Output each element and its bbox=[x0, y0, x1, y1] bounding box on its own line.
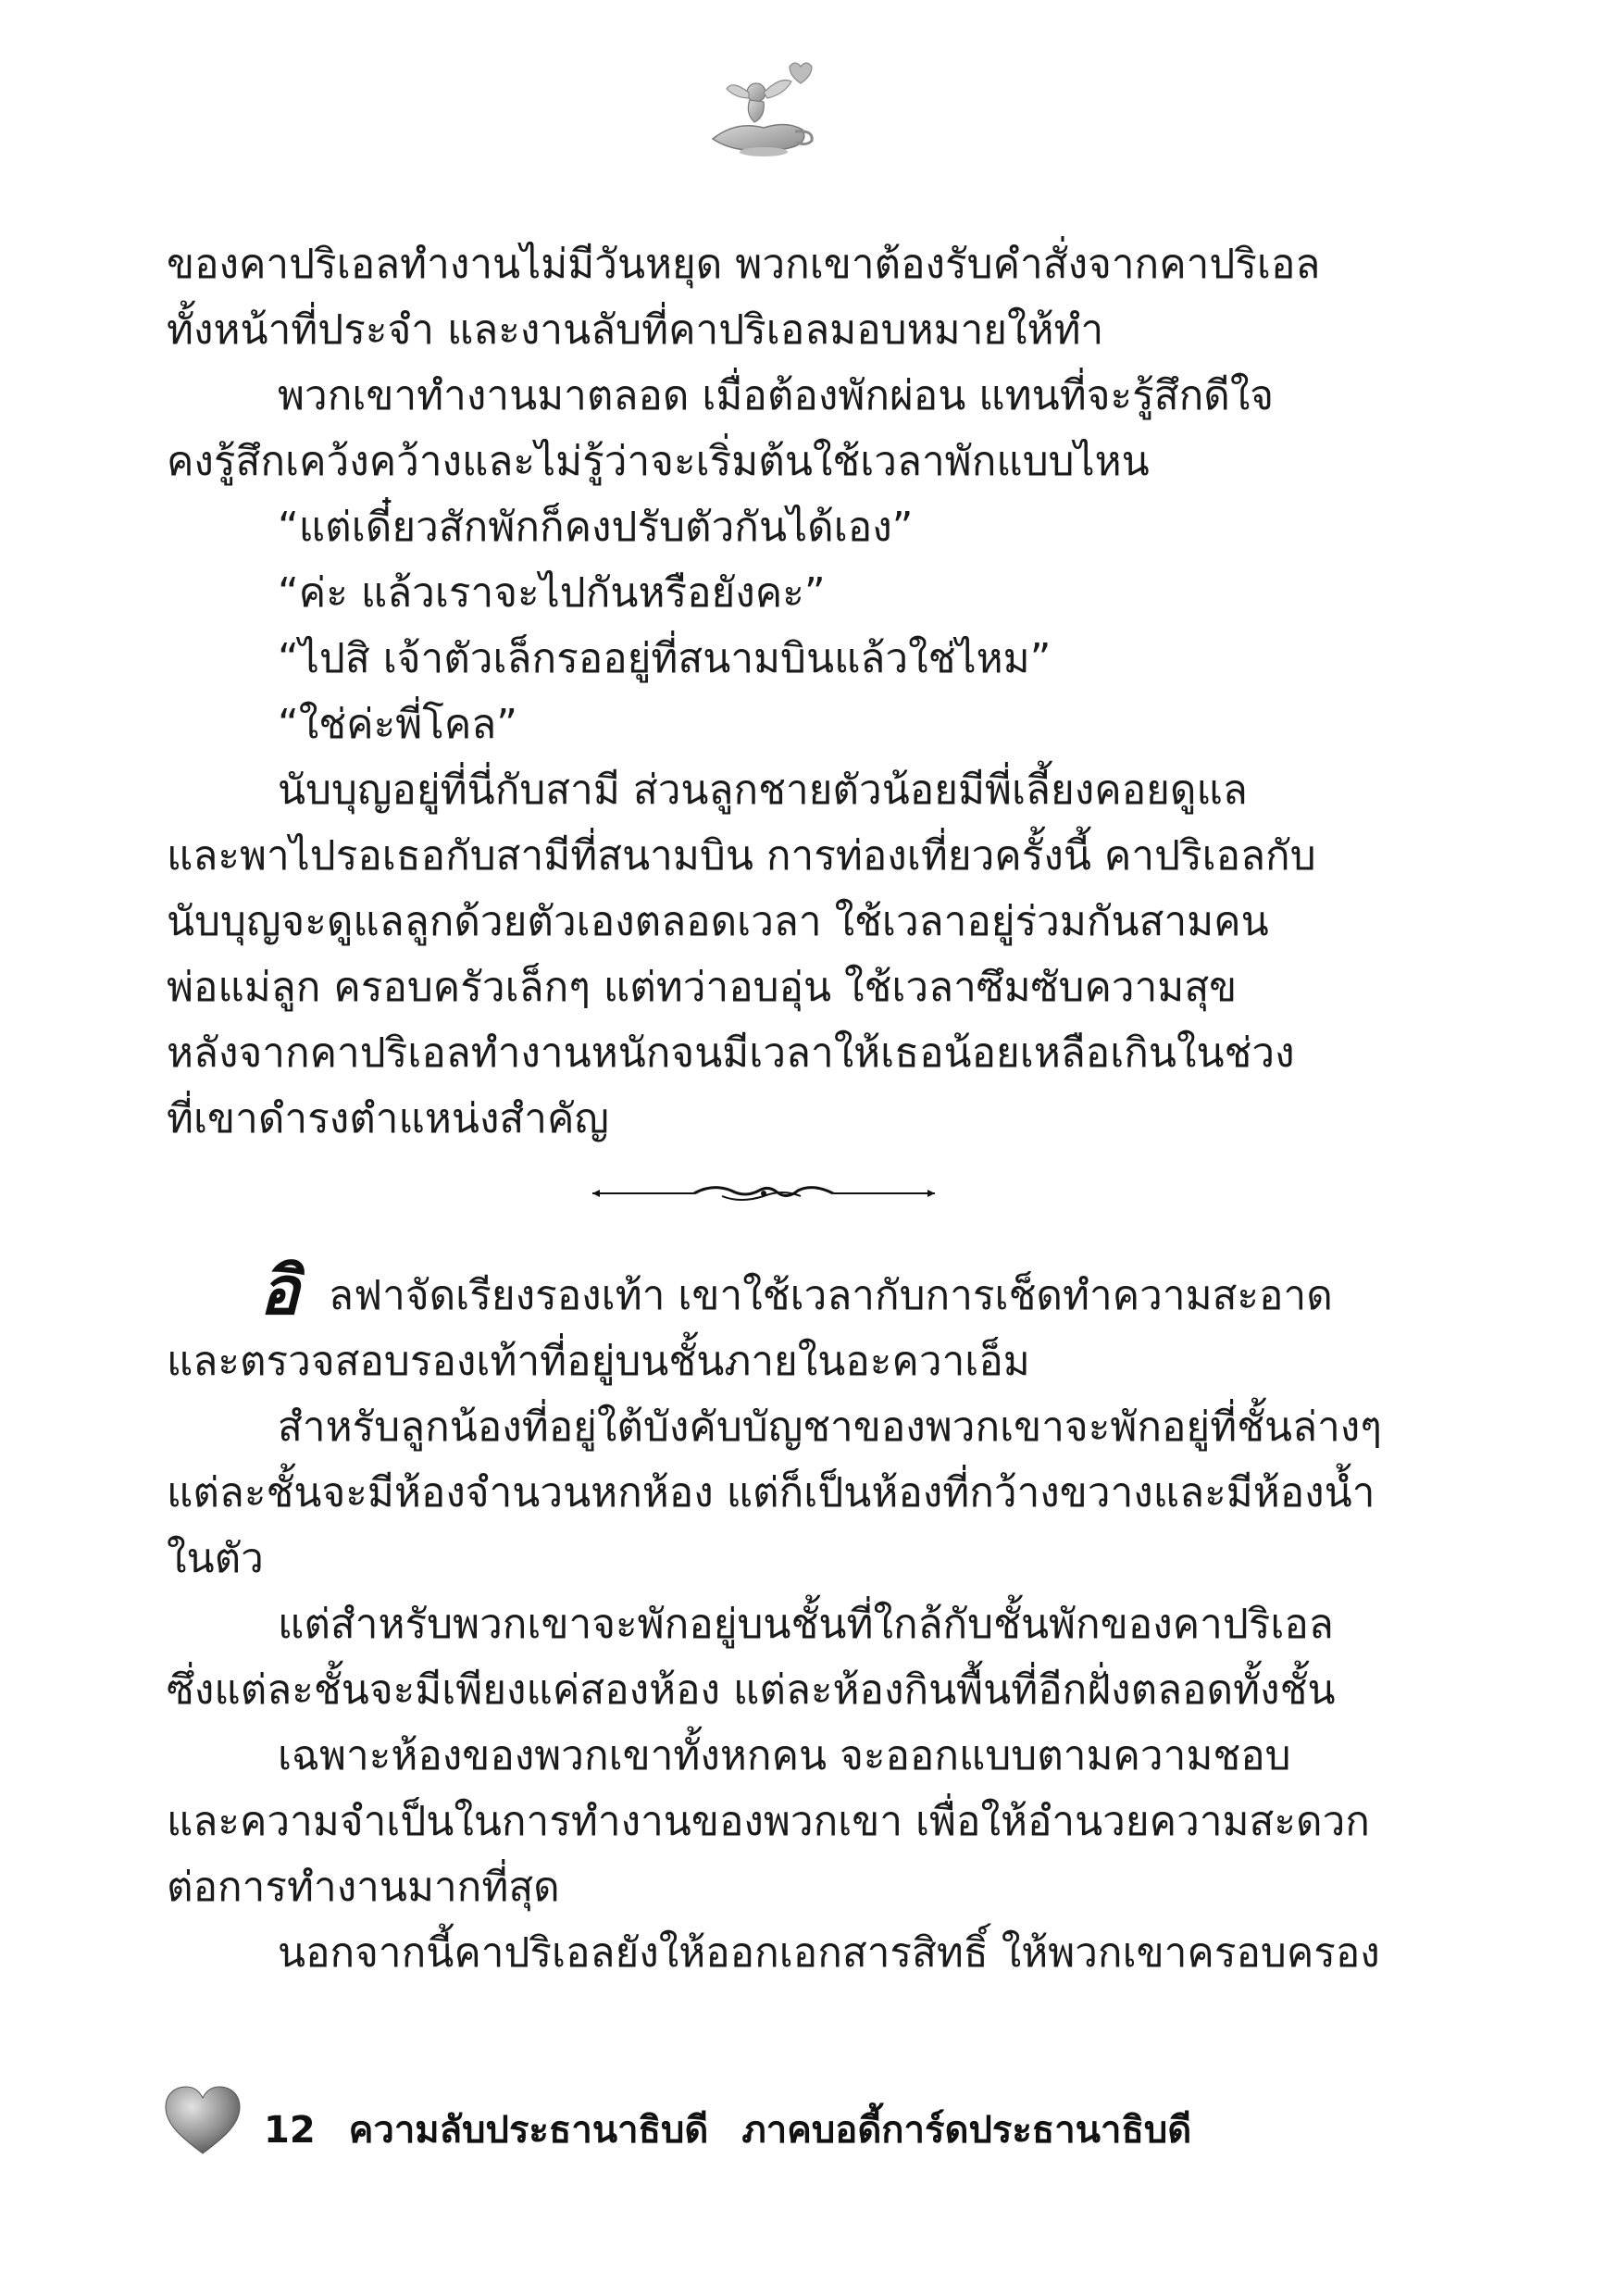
book-subtitle: ภาคบอดี้การ์ดประธานาธิบดี bbox=[741, 2109, 1192, 2152]
text-line: ซึ่งแต่ละชั้นจะมีเพียงแค่สองห้อง แต่ละห้องกินพื้นที่อีกฝั่งตลอดทั้งชั้น bbox=[167, 1666, 1336, 1714]
text-line: ของคาปริเอลทำงานไม่มีวันหยุด พวกเขาต้องรับคำสั่งจากคาปริเอล bbox=[167, 241, 1321, 288]
text-line: “ใช่ค่ะพี่โคล” bbox=[278, 701, 518, 748]
book-title: ความลับประธานาธิบดี bbox=[348, 2109, 709, 2152]
text-line: แต่สำหรับพวกเขาจะพักอยู่บนชั้นที่ใกล้กับชั้นพักของคาปริเอล bbox=[278, 1601, 1334, 1648]
text-line: พ่อแม่ลูก ครอบครัวเล็กๆ แต่ทว่าอบอุ่น ใช้เวลาซึมซับความสุข bbox=[167, 964, 1238, 1011]
dropcap-line-text: ลฟาจัดเรียงรองเท้า เขาใช้เวลากับการเช็ดทำความสะอาด bbox=[329, 1272, 1333, 1319]
text-line: “ไปสิ เจ้าตัวเล็กรออยู่ที่สนามบินแล้วใช่ไหม” bbox=[278, 635, 1052, 682]
text-line: “แต่เดี๋ยวสักพักก็คงปรับตัวกันได้เอง” bbox=[278, 504, 914, 551]
scroll-divider-icon bbox=[592, 1179, 935, 1207]
dropcap-letter: อิ bbox=[259, 1252, 300, 1329]
text-line: ต่อการทำงานมากที่สุด bbox=[167, 1864, 560, 1911]
text-line: และพาไปรอเธอกับสามีที่สนามบิน การท่องเที่ยวครั้งนี้ คาปริเอลกับ bbox=[167, 832, 1316, 880]
text-line: สำหรับลูกน้องที่อยู่ใต้บังคับบัญชาของพวกเขาจะพักอยู่ที่ชั้นล่างๆ bbox=[278, 1404, 1382, 1451]
text-line: นอกจากนี้คาปริเอลยังให้ออกเอกสารสิทธิ์ ให้พวกเขาครอบครอง bbox=[278, 1929, 1380, 1977]
text-line: และตรวจสอบรองเท้าที่อยู่บนชั้นภายในอะควาเอ็ม bbox=[167, 1338, 1030, 1385]
paragraph-block-1 bbox=[167, 231, 1361, 1152]
text-line: แต่ละชั้นจะมีห้องจำนวนหกห้อง แต่ก็เป็นห้องที่กว้างขวางและมีห้องน้ำ bbox=[167, 1469, 1375, 1516]
text-line: ที่เขาดำรงตำแหน่งสำคัญ bbox=[167, 1095, 609, 1142]
text-line: ในตัว bbox=[167, 1535, 264, 1582]
text-line: คงรู้สึกเคว้งคว้างและไม่รู้ว่าจะเริ่มต้นใช้เวลาพักแบบไหน bbox=[167, 438, 1150, 485]
cupid-lamp-icon bbox=[699, 56, 819, 167]
body-text bbox=[167, 231, 1382, 1986]
paragraph-block-2 bbox=[167, 1329, 1382, 1986]
text-line: และความจำเป็นในการทำงานของพวกเขา เพื่อให้อำนวยความสะดวก bbox=[167, 1798, 1370, 1845]
text-line: เฉพาะห้องของพวกเขาทั้งหกคน จะออกแบบตามความชอบ bbox=[278, 1732, 1291, 1779]
page-footer bbox=[162, 2083, 1365, 2185]
section-divider bbox=[167, 1152, 1361, 1263]
dropcap-paragraph bbox=[167, 1252, 1361, 1329]
text-line: พวกเขาทำงานมาตลอด เมื่อต้องพักผ่อน แทนที่จะรู้สึกดีใจ bbox=[278, 372, 1275, 419]
text-line: ทั้งหน้าที่ประจำ และงานลับที่คาปริเอลมอบหมายให้ทำ bbox=[167, 306, 1104, 354]
page-number: 12 bbox=[264, 2109, 316, 2152]
text-line: หลังจากคาปริเอลทำงานหนักจนมีเวลาให้เธอน้อยเหลือเกินในช่วง bbox=[167, 1029, 1295, 1077]
text-line: “ค่ะ แล้วเราจะไปกันหรือยังคะ” bbox=[278, 569, 826, 617]
footer-text bbox=[264, 2100, 1212, 2159]
heart-icon bbox=[162, 2083, 243, 2157]
text-line: นับบุญจะดูแลลูกด้วยตัวเองตลอดเวลา ใช้เวลาอยู่ร่วมกันสามคน bbox=[167, 898, 1269, 945]
text-line: นับบุญอยู่ที่นี่กับสามี ส่วนลูกชายตัวน้อยมีพี่เลี้ยงคอยดูแล bbox=[278, 767, 1248, 814]
